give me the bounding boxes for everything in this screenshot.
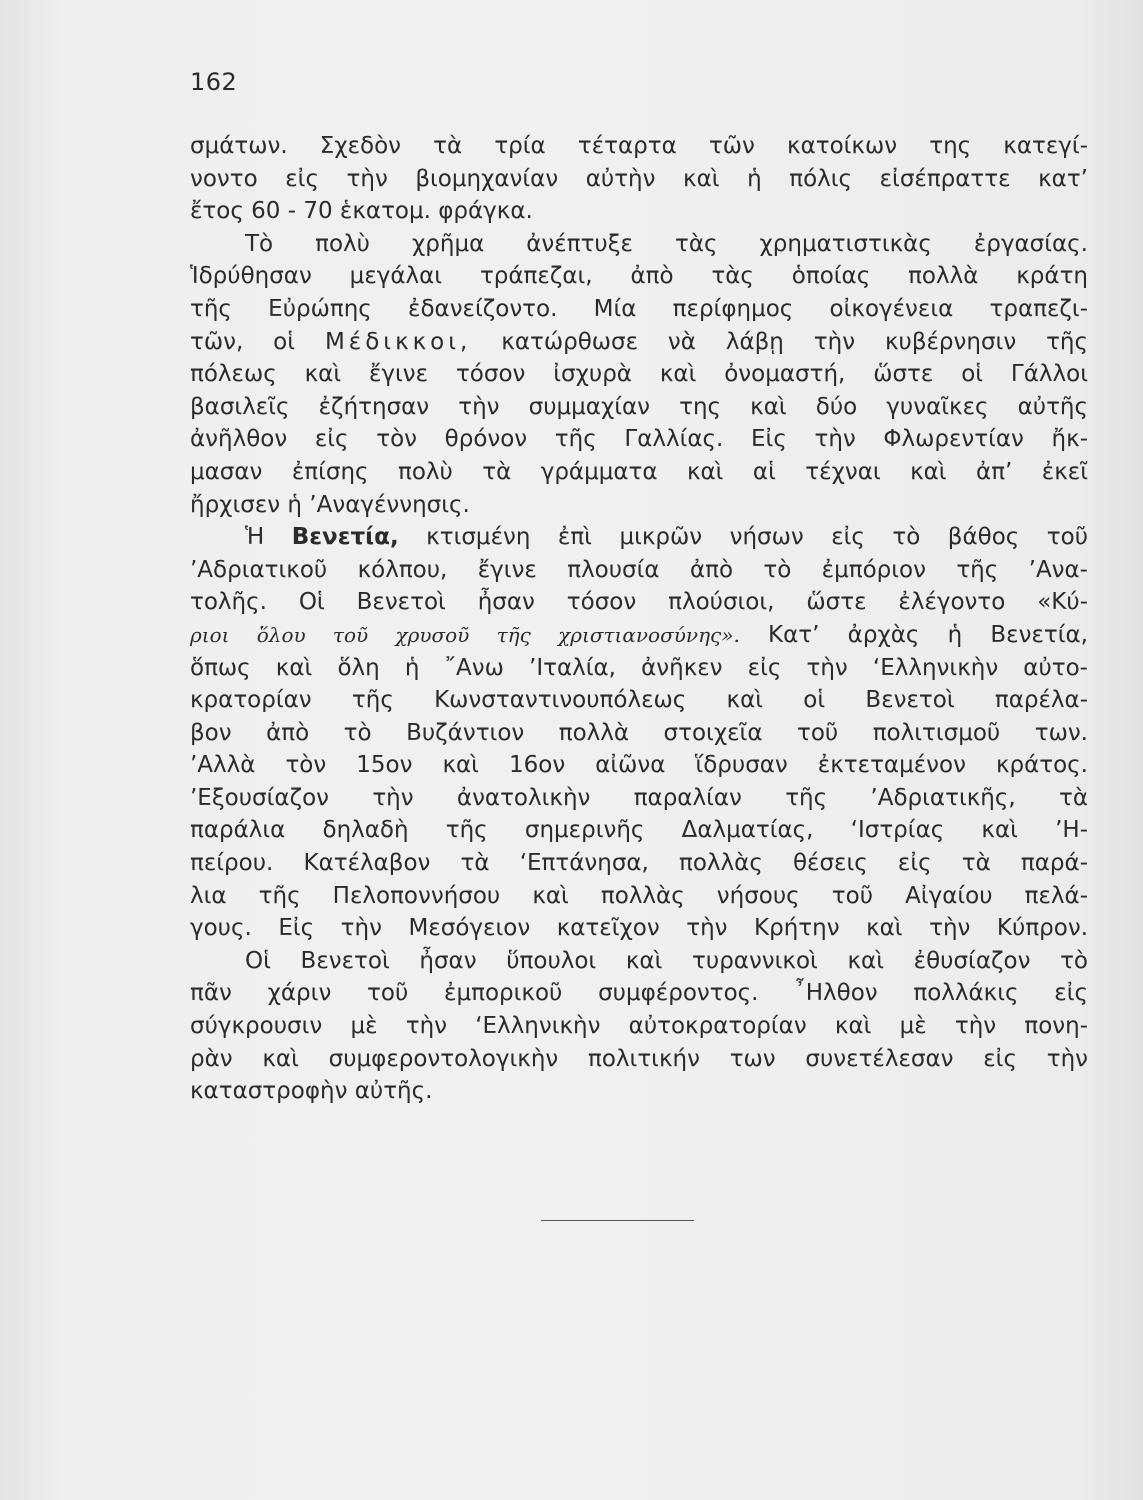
text-line: [190, 619, 1088, 652]
text-line: ἤρχισεν ἡ ’Αναγέννησις.: [190, 491, 470, 518]
text-line: τῆς Εὐρώπης ἐδανείζοντο. Μία περίφημος οἰκογένεια τραπεζι-: [190, 295, 1088, 322]
text-segment: κατώρθωσε νὰ λάβῃ τὴν κυβέρνησιν τῆς: [471, 328, 1088, 355]
page-number: 162: [190, 68, 238, 96]
text-line: μασαν ἐπίσης πολὺ τὰ γράμματα καὶ αἱ τέχναι καὶ ἀπ’ ἐκεῖ: [190, 458, 1088, 485]
text-segment: Ἡ: [245, 524, 292, 551]
text-segment: τῶν, οἱ: [190, 328, 325, 355]
text-line: πόλεως καὶ ἔγινε τόσον ἰσχυρὰ καὶ ὀνομαστή, ὥστε οἱ Γάλλοι: [190, 361, 1088, 388]
paragraph-start-line: Τὸ πολὺ χρῆμα ἀνέπτυξε τὰς χρηματιστικὰς ἐργασίας.: [245, 230, 1088, 257]
text-line: ἀνῆλθον εἰς τὸν θρόνον τῆς Γαλλίας. Εἰς τὴν Φλωρεντίαν ἤκ-: [190, 426, 1088, 453]
text-line: σύγκρουσιν μὲ τὴν ‘Ελληνικὴν αὐτοκρατορίαν καὶ μὲ τὴν πονη-: [190, 1013, 1088, 1040]
text-segment: Κατ’ ἀρχὰς ἡ Βενετία,: [739, 621, 1088, 648]
text-line: σμάτων. Σχεδὸν τὰ τρία τέταρτα τῶν κατοίκων της κατεγί-: [190, 133, 1088, 159]
text-line: λια τῆς Πελοποννήσου καὶ πολλὰς νήσους τοῦ Αἰγαίου πελά-: [190, 882, 1088, 909]
paragraph-start-line: [190, 521, 1088, 554]
text-line: [190, 326, 1088, 359]
text-segment: κτισμένη ἐπὶ μικρῶν νήσων εἰς τὸ βάθος τοῦ: [398, 524, 1088, 551]
bold-term-venetia: Βενετία,: [291, 524, 399, 551]
text-line: τολῆς. Οἱ Βενετοὶ ἦσαν τόσον πλούσιοι, ὥστε ἐλέγοντο «Κύ-: [190, 589, 1088, 616]
spaced-name-medici: Μέδικκοι,: [324, 328, 472, 355]
text-line: Ἱδρύθησαν μεγάλαι τράπεζαι, ἀπὸ τὰς ὁποίας πολλὰ κράτη: [190, 263, 1088, 290]
text-line: κρατορίαν τῆς Κωνσταντινουπόλεως καὶ οἱ Βενετοὶ παρέλα-: [190, 687, 1088, 714]
body-text: [190, 130, 1088, 1108]
text-line: ’Εξουσίαζον τὴν ἀνατολικὴν παραλίαν τῆς ’Αδριατικῆς, τὰ: [190, 784, 1088, 811]
text-line: πείρου. Κατέλαβον τὰ ‘Επτάνησα, πολλὰς θέσεις εἰς τὰ παρά-: [190, 850, 1088, 877]
paragraph-start-line: Οἱ Βενετοὶ ἦσαν ὕπουλοι καὶ τυραννικοὶ καὶ ἐθυσίαζον τὸ: [245, 947, 1088, 974]
italic-quote: ριοι ὅλου τοῦ χρυσοῦ τῆς χριστιανοσύνης».: [190, 622, 740, 647]
text-line: ὅπως καὶ ὅλη ἡ ῎Ανω ’Ιταλία, ἀνῆκεν εἰς τὴν ‘Ελληνικὴν αὐτο-: [190, 654, 1088, 681]
text-line: γους. Εἰς τὴν Μεσόγειον κατεῖχον τὴν Κρήτην καὶ τὴν Κύπρον.: [190, 915, 1088, 942]
text-line: πᾶν χάριν τοῦ ἐμπορικοῦ συμφέροντος. ῏Ηλθον πολλάκις εἰς: [190, 980, 1088, 1007]
text-line: νοντο εἰς τὴν βιομηχανίαν αὐτὴν καὶ ἡ πόλις εἰσέπραττε κατ’: [190, 165, 1088, 192]
text-line: καταστροφὴν αὐτῆς.: [190, 1078, 433, 1105]
section-divider: [541, 1220, 694, 1221]
text-line: παράλια δηλαδὴ τῆς σημερινῆς Δαλματίας, ‘Ιστρίας καὶ ’Η-: [190, 817, 1088, 844]
text-line: ’Αλλὰ τὸν 15ον καὶ 16ον αἰῶνα ἵδρυσαν ἐκτεταμένον κράτος.: [190, 752, 1088, 779]
text-line: ’Αδριατικοῦ κόλπου, ἔγινε πλουσία ἀπὸ τὸ ἐμπόριον τῆς ’Ανα-: [190, 556, 1088, 583]
text-line: βον ἀπὸ τὸ Βυζάντιον πολλὰ στοιχεῖα τοῦ πολιτισμοῦ των.: [190, 719, 1088, 746]
text-line: ρὰν καὶ συμφεροντολογικὴν πολιτικήν των συνετέλεσαν εἰς τὴν: [190, 1045, 1088, 1072]
text-line: ἔτος 60 - 70 ἑκατομ. φράγκα.: [190, 198, 533, 225]
text-line: βασιλεῖς ἐζήτησαν τὴν συμμαχίαν της καὶ δύο γυναῖκες αὐτῆς: [190, 393, 1088, 420]
